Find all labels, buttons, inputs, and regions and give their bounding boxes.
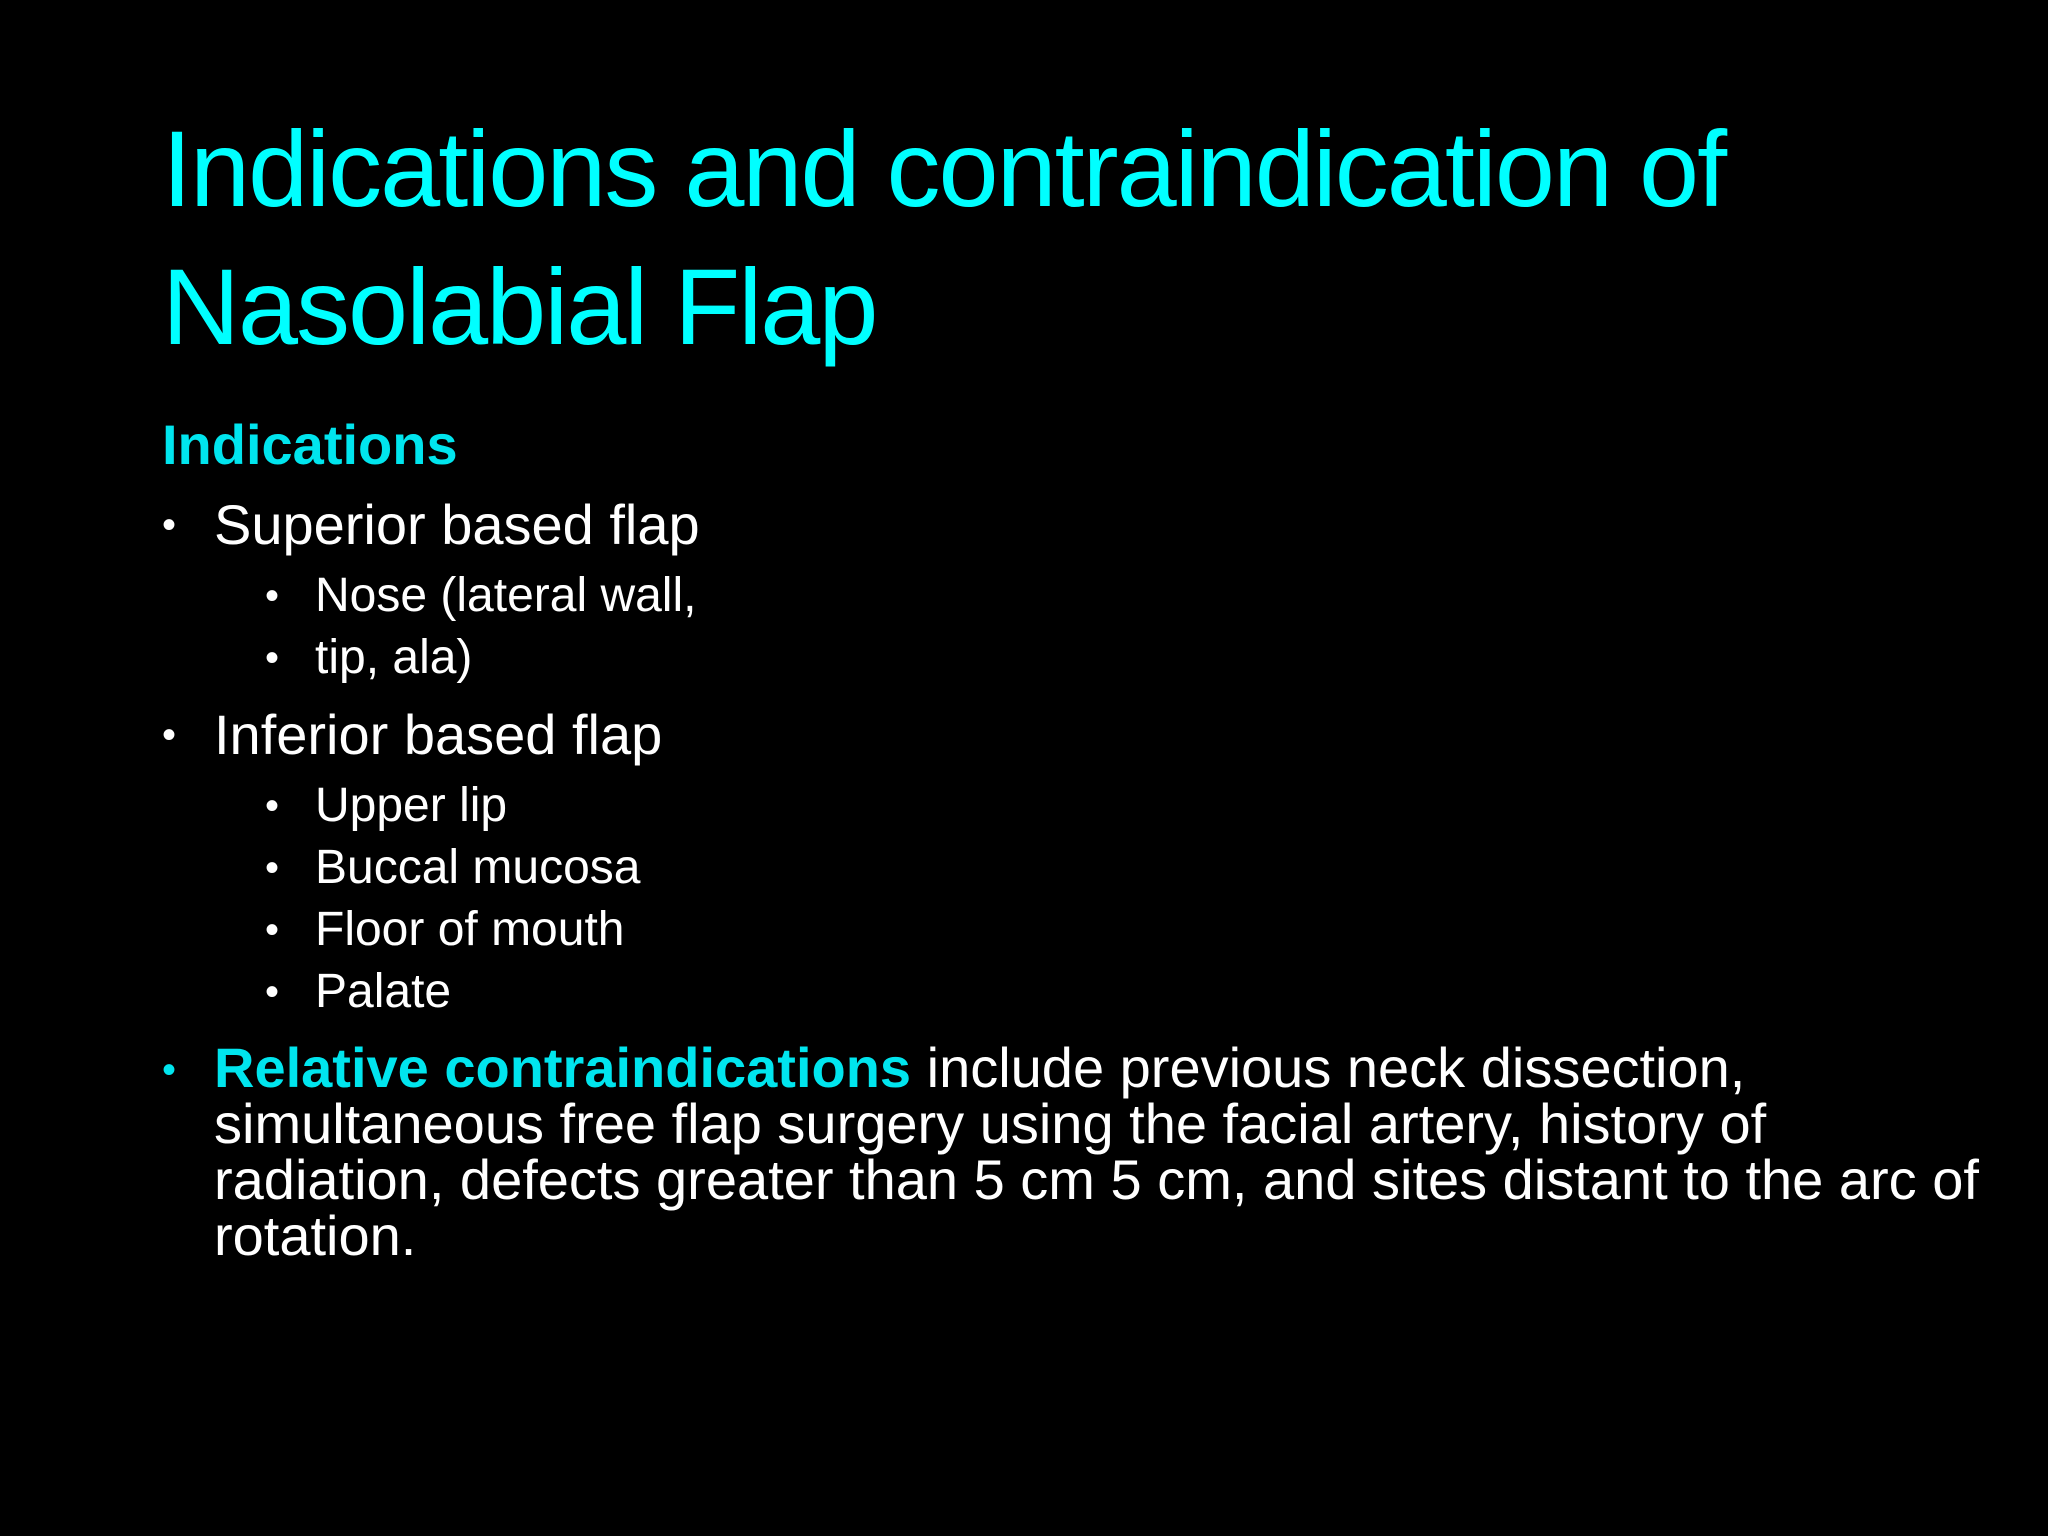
bullet-label: Inferior based flap	[214, 703, 663, 766]
bullet-dot: •	[265, 636, 280, 680]
sub-bullet-label: Floor of mouth	[315, 903, 625, 956]
slide-title: Indications and contraindication of Nasolabial Flap	[162, 108, 1726, 367]
bullet-dot: •	[265, 846, 280, 890]
bullet-dot: •	[162, 1048, 177, 1092]
bullet-dot: •	[265, 784, 280, 828]
contraindications-highlight: Relative contraindications	[214, 1036, 912, 1099]
contraindications-paragraph	[214, 1036, 2004, 1267]
sub-bullet-label: Nose (lateral wall,	[315, 569, 697, 622]
bullet-label: Superior based flap	[214, 493, 700, 556]
sub-bullet-label: Upper lip	[315, 779, 508, 832]
bullet-dot: •	[265, 908, 280, 952]
sub-bullet-label: tip, ala)	[315, 631, 473, 684]
bullet-dot: •	[265, 574, 280, 618]
sub-bullet-label: Palate	[315, 965, 452, 1018]
bullet-dot: •	[162, 503, 177, 547]
indications-heading: Indications	[162, 413, 458, 476]
sub-bullet-label: Buccal mucosa	[315, 841, 641, 894]
contraindications-text: include previous neck dissection, simultaneous free flap surgery using the facial artery, history of radiation, defects greater than 5 cm 5 cm, and sites distant to the arc of rotation.	[214, 1036, 1979, 1267]
bullet-dot: •	[162, 713, 177, 757]
bullet-dot: •	[265, 970, 280, 1014]
